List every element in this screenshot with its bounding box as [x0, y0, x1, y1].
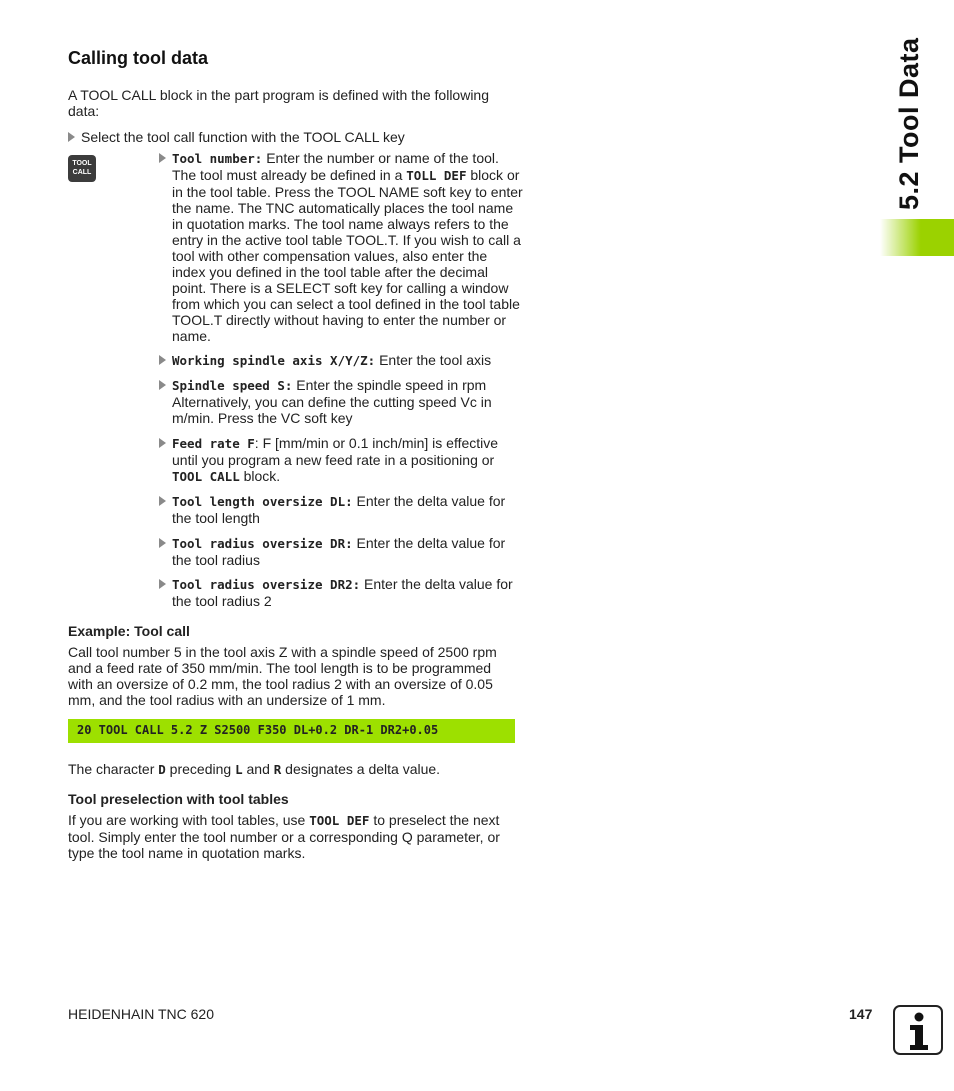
arrow-right-icon: [159, 153, 166, 163]
section-tab-gradient: [880, 219, 954, 256]
arrow-right-icon: [159, 538, 166, 548]
step-length-oversize: Tool length oversize DL: Enter the delta value for the tool length: [159, 493, 524, 526]
arrow-right-icon: [159, 380, 166, 390]
arrow-right-icon: [159, 579, 166, 589]
step-spindle-axis: Working spindle axis X/Y/Z: Enter the tool axis: [159, 352, 524, 369]
step-radius-oversize: Tool radius oversize DR: Enter the delta value for the tool radius: [159, 535, 524, 568]
step-spindle-speed: Spindle speed S: Enter the spindle speed in rpm Alternatively, you can define the cutting speed Vc in m/min. Press the VC soft key: [159, 377, 524, 426]
arrow-right-icon: [68, 132, 75, 142]
page-number: 147: [849, 1006, 873, 1022]
arrow-right-icon: [159, 438, 166, 448]
select-step: Select the tool call function with the TOOL CALL key: [68, 129, 515, 145]
section-heading: Calling tool data: [68, 48, 209, 68]
example-code: 20 TOOL CALL 5.2 Z S2500 F350 DL+0.2 DR-1 DR2+0.05: [77, 723, 439, 737]
example-heading: Example: Tool call: [68, 623, 190, 639]
footer-product: HEIDENHAIN TNC 620: [68, 1006, 215, 1022]
arrow-right-icon: [159, 496, 166, 506]
arrow-right-icon: [159, 355, 166, 365]
info-icon: [893, 1005, 943, 1055]
tool-call-key: TOOL CALL: [68, 155, 96, 182]
example-paragraph: Call tool number 5 in the tool axis Z with a spindle speed of 2500 rpm and a feed rate of 350 mm/min. The tool length is to be programmed with an oversize of 0.2 mm, the tool radius 2 with an oversize of 0.05 mm, and the tool radius with an undersize of 1 mm.: [68, 644, 497, 708]
example-code-block: [68, 719, 515, 743]
step-feed-rate: Feed rate F: F [mm/min or 0.1 inch/min] is effective until you program a new feed rate in a positioning or TOOL CALL block.: [159, 435, 524, 485]
side-section-title: 5.2 Tool Data: [894, 37, 924, 210]
delta-note: The character D preceding L and R designates a delta value.: [68, 761, 441, 777]
preselection-heading: Tool preselection with tool tables: [68, 791, 289, 807]
step-tool-number: Tool number: Enter the number or name of the tool. The tool must already be defined in a TOLL DEF block or in the tool table. Press the TOOL NAME soft key to enter the name. The TNC automatically places the tool name in quotation marks. The tool name always refers to the entry in the active tool table TOOL.T. If you wish to call a tool with other compensation values, also enter the index you defined in the tool table after the decimal point. There is a SELECT soft key for calling a window from which you can select a tool defined in the tool table TOOL.T directly without having to enter the number or name.: [159, 150, 524, 344]
intro-paragraph: A TOOL CALL block in the part program is defined with the following data:: [68, 87, 490, 119]
preselection-paragraph: If you are working with tool tables, use TOOL DEF to preselect the next tool. Simply enter the tool number or a corresponding Q parameter, or type the tool name in quotation marks.: [68, 812, 500, 861]
step-radius2-oversize: Tool radius oversize DR2: Enter the delta value for the tool radius 2: [159, 576, 524, 609]
